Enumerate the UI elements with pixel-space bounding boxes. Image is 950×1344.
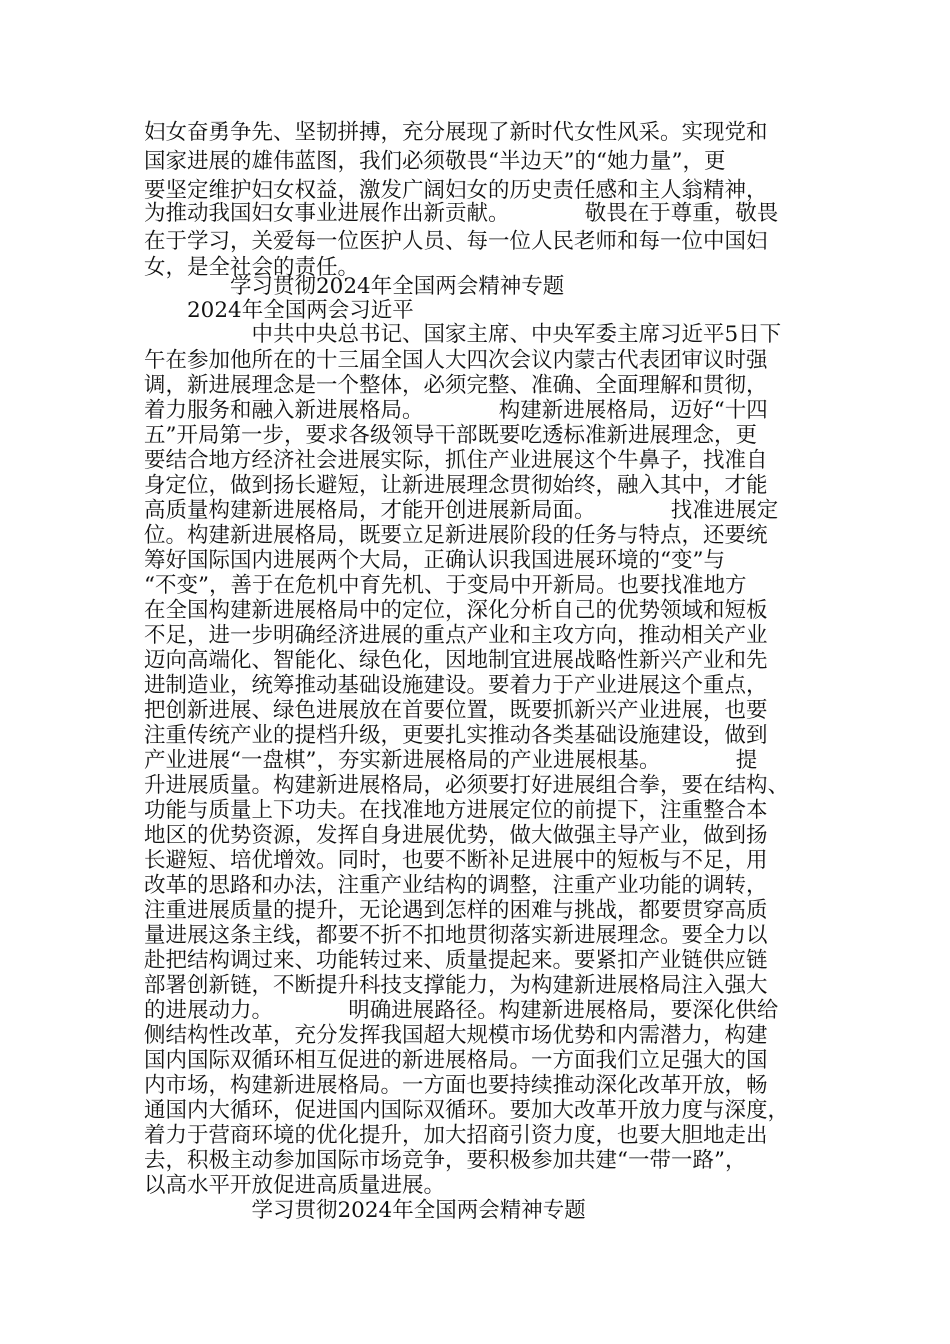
text-line: 五”开局第一步，要求各级领导干部既要吃透标准新进展理念，更 [144,423,757,448]
text-line: 午在参加他所在的十三届全国人大四次会议内蒙古代表团审议时强 [144,348,768,373]
text-line: 迈向高端化、智能化、绿色化，因地制宜进展战略性新兴产业和先 [144,648,768,673]
text-line: 女，是全社会的责任。 [144,255,360,280]
section-heading: 学习贯彻2024年全国两会精神专题 [144,274,565,299]
text-line: 中共中央总书记、国家主席、中央军委主席习近平5日下 [144,322,782,347]
text-line: “不变”，善于在危机中育先机、于变局中开新局。也要找准地方 [144,573,747,598]
section-heading: 学习贯彻2024年全国两会精神专题 [144,1198,586,1223]
text-line: 要坚定维护妇女权益，激发广阔妇女的历史责任感和主人翁精神， [144,178,768,203]
text-line: 在全国构建新进展格局中的定位，深化分析自己的优势领域和短板 [144,598,768,623]
text-line: 筹好国际国内进展两个大局，正确认识我国进展环境的“变”与 [144,548,725,573]
text-line: 着力于营商环境的优化提升，加大招商引资力度，也要大胆地走出 [144,1123,768,1148]
text-line: 通国内大循环，促进国内国际双循环。要加大改革开放力度与深度， [144,1098,790,1123]
text-line: 妇女奋勇争先、坚韧拼搏，充分展现了新时代女性风采。实现党和 [144,120,768,145]
section-subheading: 2024年全国两会习近平 [144,298,414,323]
text-line: 要结合地方经济社会进展实际，抓住产业进展这个牛鼻子，找准自 [144,448,768,473]
text-line: 去，积极主动参加国际市场竞争，要积极参加共建“一带一路”， [144,1148,747,1173]
text-line: 改革的思路和办法，注重产业结构的调整，注重产业功能的调转， [144,873,768,898]
text-line: 调，新进展理念是一个整体，必须完整、准确、全面理解和贯彻， [144,373,768,398]
text-line: 的进展动力。 明确进展路径。构建新进展格局，要深化供给 [144,998,779,1023]
text-line: 长避短、培优增效。同时，也要不断补足进展中的短板与不足，用 [144,848,768,873]
text-line: 着力服务和融入新进展格局。 构建新进展格局，迈好“十四 [144,398,768,423]
text-line: 高质量构建新进展格局，才能开创进展新局面。 找准进展定 [144,498,779,523]
text-line: 位。构建新进展格局，既要立足新进展阶段的任务与特点，还要统 [144,523,768,548]
text-line: 地区的优势资源，发挥自身进展优势，做大做强主导产业，做到扬 [144,823,768,848]
text-line: 升进展质量。构建新进展格局，必须要打好进展组合拳，要在结构、 [144,773,790,798]
text-line: 量进展这条主线，都要不折不扣地贯彻落实新进展理念。要全力以 [144,923,768,948]
text-line: 身定位，做到扬长避短，让新进展理念贯彻始终，融入其中，才能 [144,473,768,498]
text-line: 国内国际双循环相互促进的新进展格局。一方面我们立足强大的国 [144,1048,768,1073]
text-line: 产业进展“一盘棋”，夯实新进展格局的产业进展根基。 提 [144,748,758,773]
text-line: 为推动我国妇女事业进展作出新贡献。 敬畏在于尊重，敬畏 [144,201,779,226]
text-line: 注重进展质量的提升，无论遇到怎样的困难与挑战，都要贯穿高质 [144,898,768,923]
text-line: 不足，进一步明确经济进展的重点产业和主攻方向，推动相关产业 [144,623,768,648]
text-line: 内市场，构建新进展格局。一方面也要持续推动深化改革开放，畅 [144,1073,768,1098]
text-line: 国家进展的雄伟蓝图，我们必须敬畏“半边天”的“她力量”，更 [144,149,726,174]
text-line: 赴把结构调过来、功能转过来、质量提起来。要紧扣产业链供应链 [144,948,768,973]
text-line: 在于学习，关爱每一位医护人员、每一位人民老师和每一位中国妇 [144,229,768,254]
text-line: 功能与质量上下功夫。在找准地方进展定位的前提下，注重整合本 [144,798,768,823]
text-line: 把创新进展、绿色进展放在首要位置，既要抓新兴产业进展，也要 [144,698,768,723]
text-line: 进制造业，统筹推动基础设施建设。要着力于产业进展这个重点， [144,673,768,698]
text-line: 注重传统产业的提档升级，更要扎实推动各类基础设施建设，做到 [144,723,768,748]
text-line: 以高水平开放促进高质量进展。 [144,1173,446,1198]
text-line: 部署创新链，不断提升科技支撑能力，为构建新进展格局注入强大 [144,973,768,998]
text-line: 侧结构性改革，充分发挥我国超大规模市场优势和内需潜力，构建 [144,1023,768,1048]
